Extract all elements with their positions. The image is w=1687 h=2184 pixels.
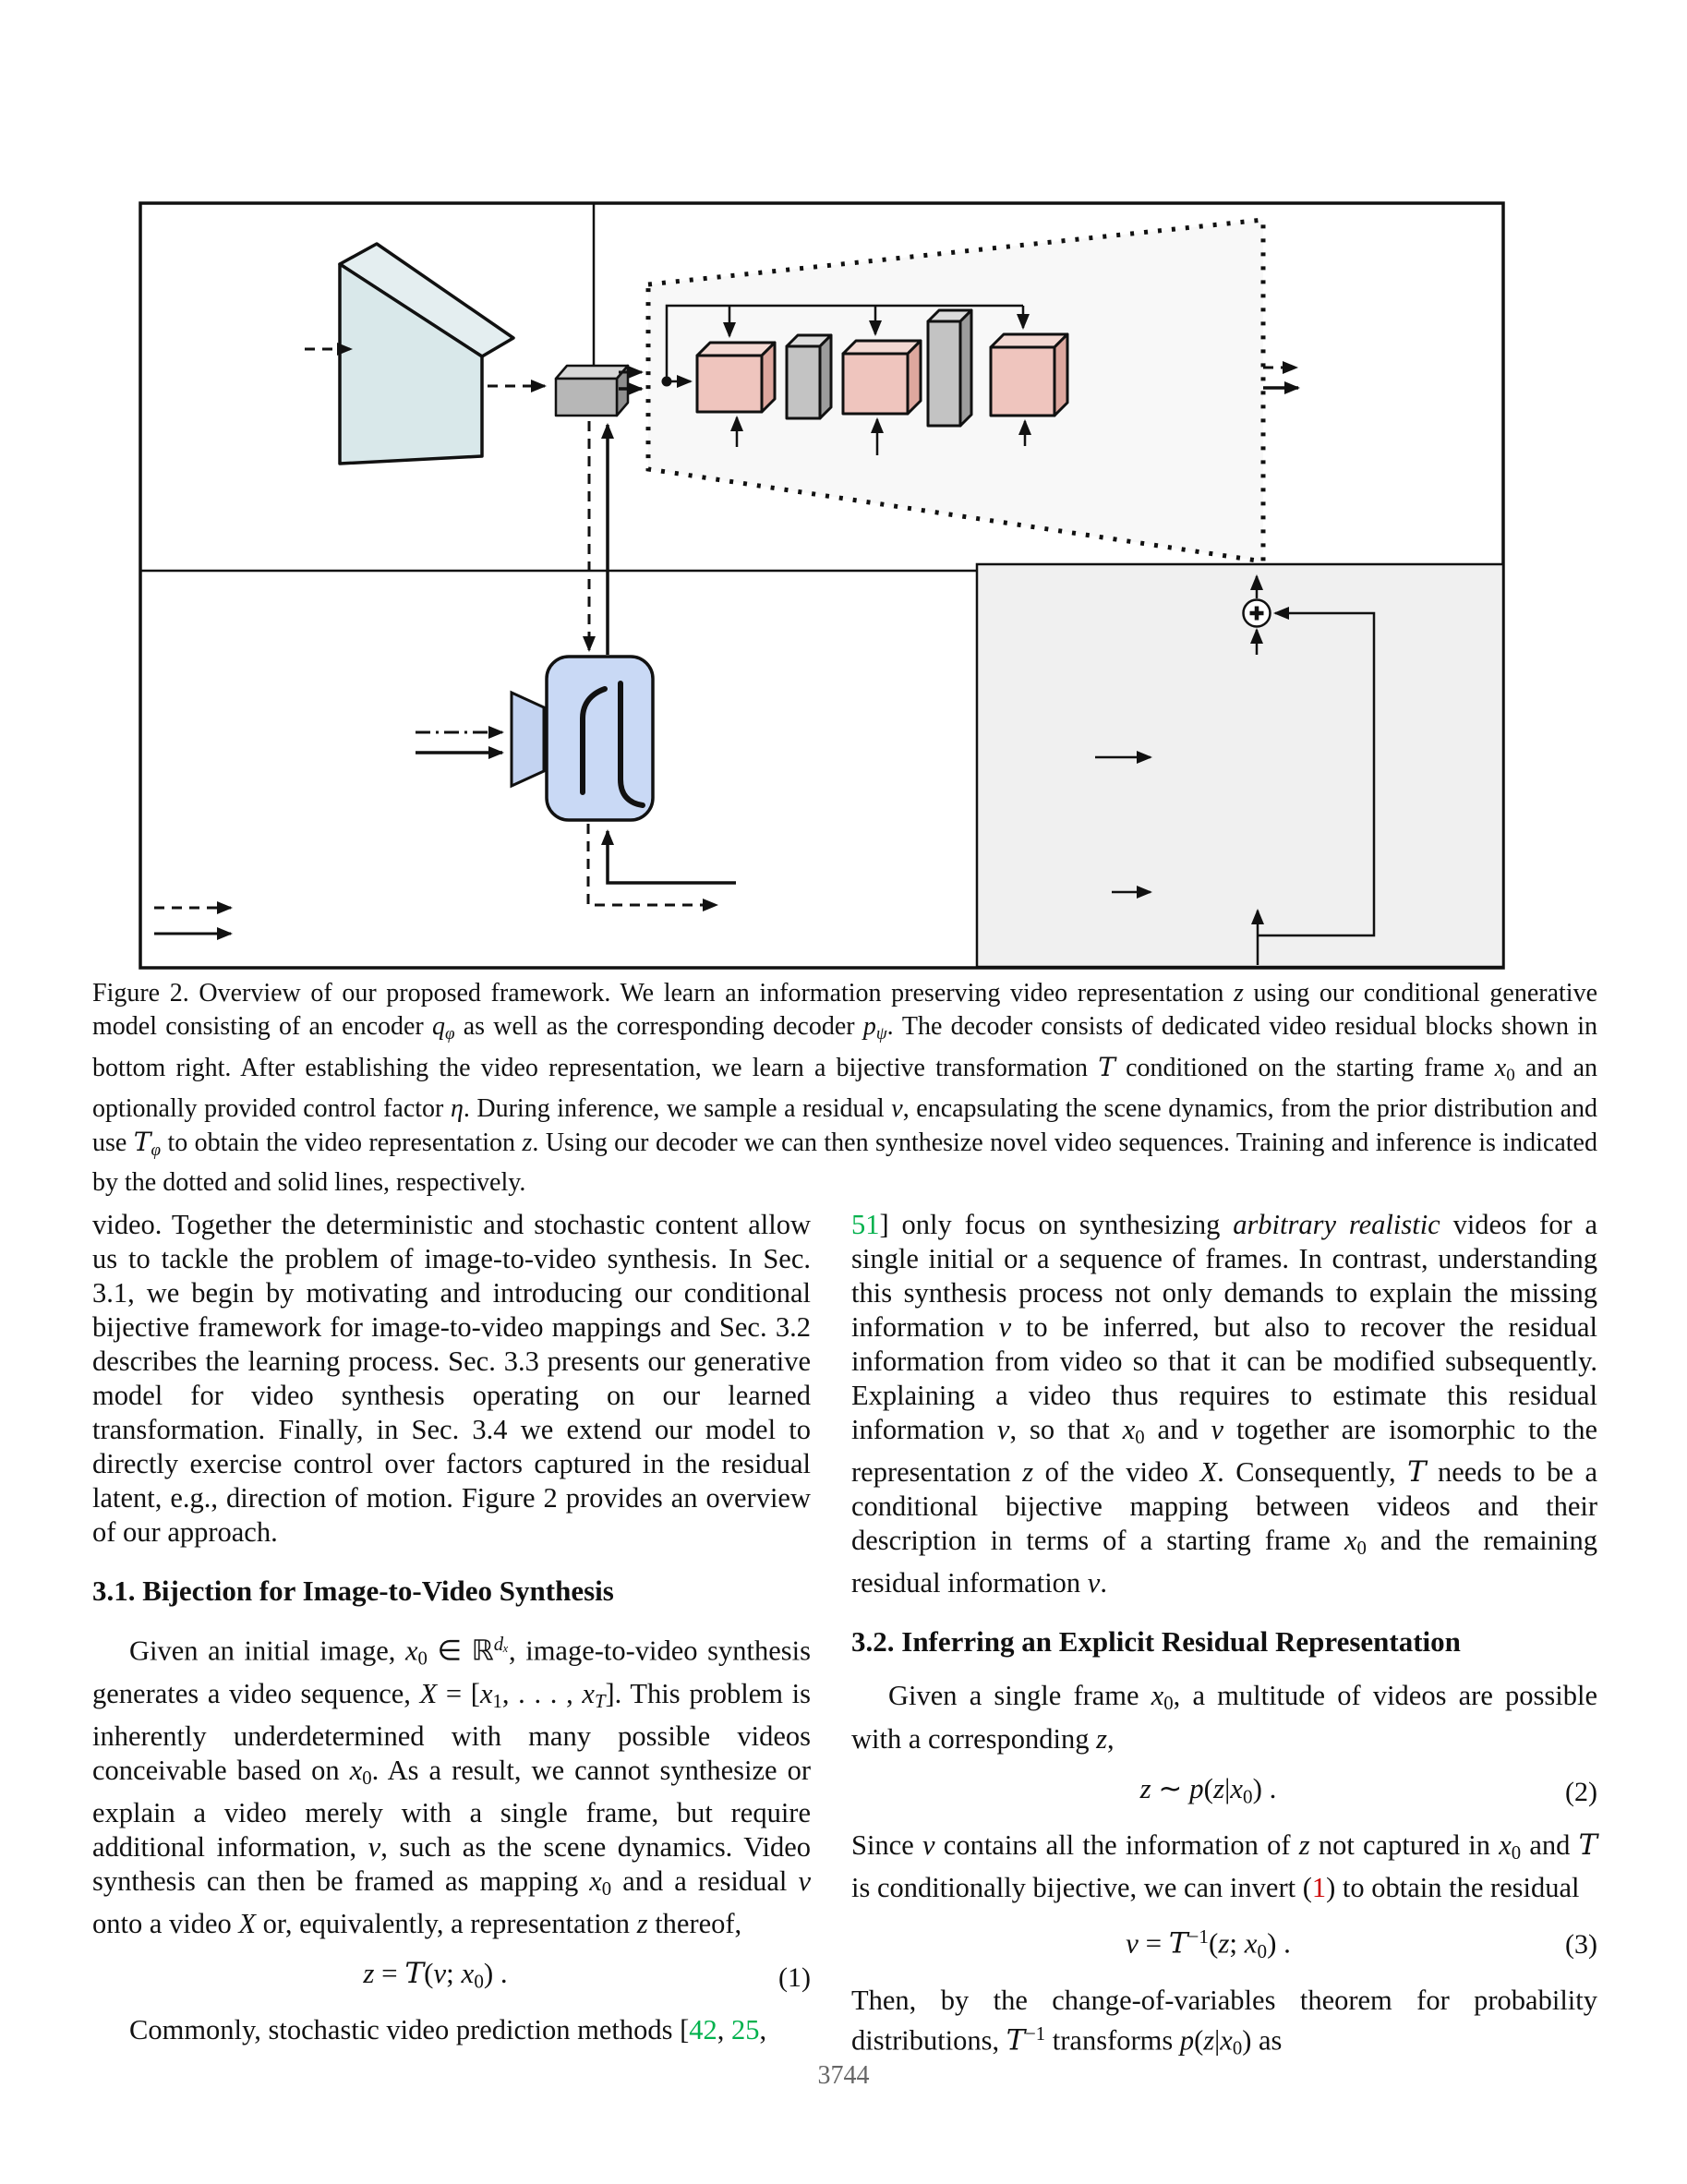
text-run: ψ xyxy=(875,1023,887,1044)
text-run: 0 xyxy=(1163,1694,1174,1715)
text-run: Figure 2. Overview of our proposed framework. We learn an information preserving video representation xyxy=(92,979,1235,1008)
text-run: T xyxy=(1098,1051,1115,1082)
paragraph xyxy=(851,1208,1597,1600)
text-run: η xyxy=(450,1093,464,1123)
text-run: x xyxy=(349,1754,363,1786)
text-run: ]. This problem is inherently underdetermined with many possible videos conceivable based on xyxy=(92,1677,812,1786)
text-run: z xyxy=(1096,1722,1107,1755)
text-run: ; xyxy=(446,1957,462,1990)
equation-2 xyxy=(851,1771,1597,1814)
text-run: 0 xyxy=(474,1970,484,1993)
text-run: 0 xyxy=(1511,1842,1522,1864)
text-run: ] only focus on synthesizing xyxy=(879,1209,1234,1240)
text-run: . xyxy=(1100,1567,1107,1599)
text-run: and xyxy=(1521,1828,1579,1861)
text-run: ν xyxy=(1126,1926,1139,1960)
text-run: ) as xyxy=(1242,2024,1283,2057)
section-heading-3-1: 3.1. Bijection for Image-to-Video Synthesis xyxy=(92,1575,614,1607)
text-run: q xyxy=(431,1012,445,1041)
equation-body xyxy=(851,1920,1565,1969)
equation-ref[interactable]: 1 xyxy=(1311,1871,1327,1903)
text-run: x xyxy=(1244,1926,1258,1960)
text-run: Given an initial image, xyxy=(129,1635,405,1667)
paragraph xyxy=(851,1828,1597,1905)
text-run: x xyxy=(1151,1680,1164,1712)
text-run: ν xyxy=(922,1828,935,1861)
right-column xyxy=(851,1208,1597,2066)
text-run: using our conditional generative model consisting of an encoder xyxy=(92,979,1597,1041)
equation-number: (1) xyxy=(778,1961,811,1993)
text-run: 0 xyxy=(1257,1939,1268,1962)
text-run: T xyxy=(1006,2024,1026,2057)
text-run: 0 xyxy=(1232,2038,1243,2059)
text-run: ; xyxy=(1229,1926,1245,1960)
text-run: not captured in xyxy=(1309,1828,1500,1861)
text-run: transforms xyxy=(1045,2024,1180,2057)
text-run: Then, by the change-of-variables theorem for probability distributions, xyxy=(851,1984,1597,2057)
text-run: 0 xyxy=(362,1768,372,1789)
text-run: thereof, xyxy=(647,1908,742,1940)
text-run: Commonly, stochastic video prediction methods [ xyxy=(129,2014,690,2046)
equation-body xyxy=(92,1956,778,1998)
text-run: ∈ ℝ xyxy=(427,1635,494,1667)
paragraph xyxy=(92,1208,811,1550)
flow-glyph-icon xyxy=(583,683,643,805)
text-run: ( xyxy=(1208,1926,1219,1960)
text-run: , . . . , xyxy=(501,1677,583,1709)
text-run: Given a single frame xyxy=(888,1680,1151,1712)
equation-3 xyxy=(851,1920,1597,1969)
text-run: z xyxy=(1298,1828,1310,1861)
text-run: z xyxy=(1139,1771,1151,1804)
citation-link[interactable]: 42 xyxy=(689,2014,717,2046)
text-run: , xyxy=(717,2014,731,2046)
text-run: −1 xyxy=(1025,2023,1046,2045)
text-run: contains all the information of xyxy=(934,1828,1299,1861)
text-run: ) to obtain the residual xyxy=(1326,1871,1580,1903)
text-run: or, equivalently, a representation xyxy=(256,1908,637,1940)
text-run: T xyxy=(594,1691,606,1712)
text-run: = xyxy=(1138,1926,1169,1960)
text-run: and the remaining residual information xyxy=(851,1525,1597,1599)
text-run: arbitrary realistic xyxy=(1233,1209,1440,1240)
text-run: , encapsulating the scene dynamics, from the prior distribution and use xyxy=(92,1093,1598,1157)
text-run: together are isomorphic to the representation xyxy=(851,1414,1598,1489)
text-run: T xyxy=(1578,1828,1597,1862)
equation-number: (2) xyxy=(1565,1777,1597,1808)
text-run: T xyxy=(133,1126,151,1157)
text-run: X xyxy=(1199,1456,1218,1489)
text-run: x xyxy=(1230,1771,1244,1804)
text-run: , such as the scene dynamics. Video synthesis can then be framed as mapping xyxy=(92,1830,811,1897)
text-run: . The decoder consists of dedicated video residual blocks shown in bottom right. After establishing the video representation, we learn a bijective transformation xyxy=(92,1012,1598,1082)
text-run: ( xyxy=(1203,1771,1213,1804)
skip-routing-line xyxy=(667,306,1023,381)
equation-body xyxy=(851,1771,1565,1814)
text-run: p xyxy=(1179,2024,1195,2057)
text-run: z xyxy=(363,1957,375,1990)
citation-link[interactable]: 51 xyxy=(851,1209,880,1240)
text-run: needs to be a conditional bijective mapping between videos and their description in terms of a starting frame xyxy=(851,1456,1597,1557)
equation-number: (3) xyxy=(1565,1928,1597,1960)
text-run: −1 xyxy=(1187,1925,1209,1948)
text-run: . Consequently, xyxy=(1217,1456,1408,1489)
text-run: , image-to-video synthesis generates a video sequence, xyxy=(92,1635,811,1709)
text-run: , a multitude of videos are possible with a corresponding xyxy=(851,1680,1597,1755)
text-run: φ xyxy=(151,1140,161,1160)
paragraph xyxy=(92,1628,811,1941)
equation-1 xyxy=(92,1956,811,1998)
text-run: ν xyxy=(433,1957,447,1990)
text-run: z xyxy=(636,1908,648,1940)
paragraph xyxy=(92,2013,811,2047)
text-run: as well as the corresponding decoder xyxy=(454,1012,863,1041)
paragraph xyxy=(851,1679,1597,1756)
text-run: and xyxy=(1144,1414,1211,1445)
text-run: x xyxy=(1122,1414,1136,1445)
text-run: 0 xyxy=(417,1648,428,1670)
text-run: = [ xyxy=(437,1677,480,1709)
text-run: dₓ xyxy=(493,1635,510,1655)
text-run: 0 xyxy=(1506,1065,1515,1085)
text-run: and an optionally provided control factor xyxy=(92,1053,1597,1123)
text-run: . As a result, we cannot synthesize or explain a video merely with a single frame, but require additional information, xyxy=(92,1754,811,1863)
text-run: 1 xyxy=(492,1691,502,1712)
text-run: is conditionally bijective, we can invert ( xyxy=(851,1871,1312,1903)
left-column xyxy=(92,1208,811,2047)
text-run: Since xyxy=(851,1828,922,1861)
text-run: 0 xyxy=(1243,1784,1253,1807)
text-run: to be inferred, but also to recover the residual information from video so that it can be modified subsequently. Explaining a video thus requires to estimate this residual information xyxy=(851,1311,1597,1445)
text-run: ) . xyxy=(1252,1771,1277,1804)
figure-caption xyxy=(92,977,1597,1200)
text-run: x xyxy=(1494,1053,1507,1082)
text-run: ν xyxy=(996,1414,1010,1445)
text-run: z xyxy=(1234,979,1244,1008)
text-run: T xyxy=(1168,1926,1188,1961)
text-run: x xyxy=(461,1957,475,1990)
text-run: T xyxy=(404,1957,425,1991)
text-run: X xyxy=(238,1908,257,1940)
text-run: 0 xyxy=(1135,1428,1145,1449)
citation-link[interactable]: 25 xyxy=(730,2014,760,2046)
text-run: 0 xyxy=(1356,1538,1367,1560)
text-run: ν xyxy=(998,1311,1012,1343)
text-run: 0 xyxy=(601,1879,612,1900)
text-run: p xyxy=(862,1012,876,1041)
text-run: x xyxy=(1220,2024,1233,2057)
text-run: z xyxy=(1212,1771,1225,1804)
text-run: x xyxy=(589,1864,602,1897)
text-run: , xyxy=(759,2014,767,2046)
text-run: ( xyxy=(424,1957,434,1990)
text-run: video. Together the deterministic and stochastic content allow us to tackle the problem of image-to-video synthesis. In Sec. 3.1, we begin by motivating and introducing our conditional bijective framework for image-to-video mappings and Sec. 3.2 describes the learning process. Sec. 3.3 presents our generative model for video synthesis operating on our learned transformation. Finally, in Sec. 3.4 we extend our model to directly exercise control over factors captured in the residual latent, e.g., direction of motion. Figure 2 provides an overview of our approach. xyxy=(92,1209,811,1548)
text-run: . Using our decoder we can then synthesize novel video sequences. Training and inference is indicated by the dotted and solid lines, respectively. xyxy=(92,1128,1597,1198)
text-run: φ xyxy=(444,1023,455,1044)
text-run: onto a video xyxy=(92,1908,239,1940)
section-heading-3-2: 3.2. Inferring an Explicit Residual Representation xyxy=(851,1625,1461,1659)
text-run: ν xyxy=(798,1864,811,1897)
text-run: z xyxy=(1218,1926,1230,1960)
text-run: ( xyxy=(1194,2024,1204,2057)
text-run: ) . xyxy=(483,1957,508,1990)
text-run: videos for a single initial or a sequence of frames. In contrast, understanding this synthesis process not only demands to explain the missing information xyxy=(851,1209,1598,1343)
text-run: conditioned on the starting frame xyxy=(1115,1053,1495,1082)
paragraph xyxy=(851,1984,1597,2067)
text-run: ) . xyxy=(1267,1926,1291,1960)
figure-arrows xyxy=(139,201,1505,970)
text-run: ν xyxy=(1087,1567,1101,1599)
text-run: , xyxy=(1107,1722,1115,1755)
text-run: of the video xyxy=(1033,1456,1200,1489)
text-run: x xyxy=(1499,1828,1512,1861)
text-run: ν xyxy=(368,1830,381,1863)
text-run: = xyxy=(374,1957,405,1990)
text-run: to obtain the video representation xyxy=(161,1128,523,1157)
text-run: z xyxy=(1203,2024,1215,2057)
text-run: T xyxy=(1407,1456,1427,1490)
text-run: | xyxy=(1224,1771,1231,1804)
page-number: 3744 xyxy=(817,2061,870,2090)
text-run: x xyxy=(479,1677,493,1709)
text-run: z xyxy=(1022,1456,1034,1489)
figure-2 xyxy=(139,201,1505,970)
text-run: z xyxy=(522,1128,533,1157)
text-run: ν xyxy=(891,1093,903,1123)
text-run: x xyxy=(404,1635,418,1667)
residual-skip-line xyxy=(1258,613,1374,935)
text-run: | xyxy=(1214,2024,1221,2057)
text-run: x xyxy=(1344,1525,1357,1557)
arrow-prior-to-cinn-infer xyxy=(608,831,736,883)
text-run: x xyxy=(582,1677,595,1709)
text-run: ∼ xyxy=(1151,1771,1190,1804)
text-run: and a residual xyxy=(611,1864,799,1897)
text-run: , so that xyxy=(1009,1414,1123,1445)
text-run: X xyxy=(419,1677,438,1709)
text-run: p xyxy=(1189,1771,1204,1804)
text-run: . During inference, we sample a residual xyxy=(463,1093,892,1123)
text-run: ν xyxy=(1211,1414,1224,1445)
